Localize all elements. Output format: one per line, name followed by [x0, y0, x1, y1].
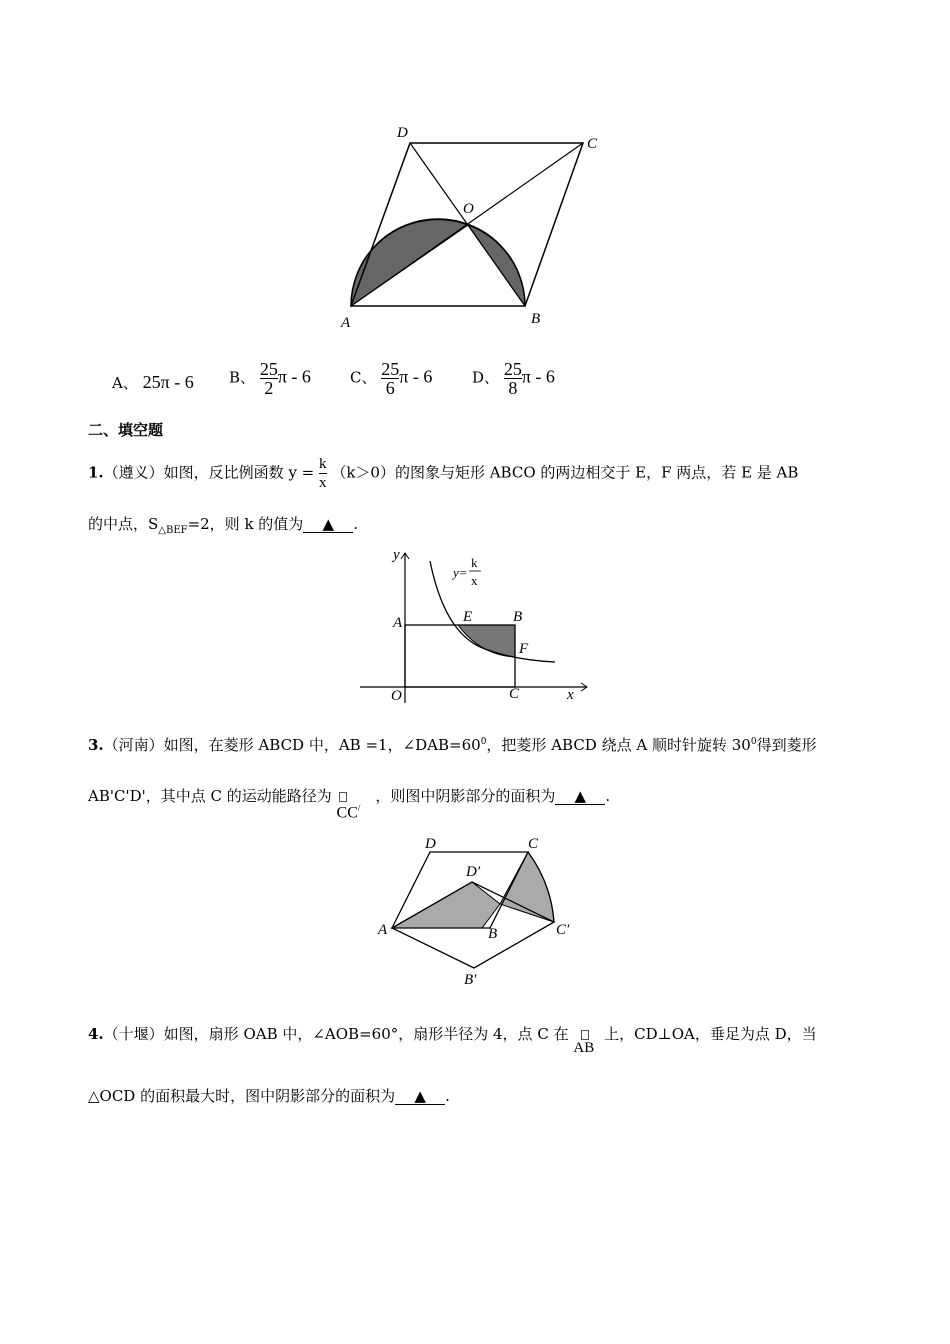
label-c: C: [587, 136, 598, 152]
label-a: A: [341, 315, 351, 331]
question-1-line-1: [88, 455, 798, 492]
fraction: [260, 360, 278, 397]
label-f: F: [519, 641, 529, 657]
label-c: C: [509, 686, 520, 702]
answer-blank: ▲: [303, 516, 353, 533]
function-label: y=: [453, 565, 468, 580]
fraction: [381, 360, 399, 397]
question-3-line-2: [88, 786, 611, 822]
question-text: △OCD 的面积最大时，图中阴影部分的面积为: [88, 1087, 396, 1105]
question-text: （遵义）如图，反比例函数 y =: [103, 463, 315, 482]
option-letter: B、: [229, 368, 256, 387]
label-o: O: [391, 688, 402, 704]
subscript: △BEF: [158, 525, 188, 536]
question-number: 4.: [88, 1025, 104, 1043]
label-c-prime: C′: [556, 922, 570, 938]
option-letter: C、: [350, 368, 377, 387]
options-row: [112, 360, 612, 406]
arc-text: CC: [336, 804, 358, 822]
fraction: [319, 455, 327, 492]
option-d: [472, 360, 555, 397]
figure-rotated-rhombus: [370, 832, 585, 990]
shaded-region: [392, 882, 500, 928]
question-text: .: [445, 1087, 450, 1105]
denominator: x: [319, 475, 327, 491]
fraction: [504, 360, 522, 397]
option-c: [350, 360, 432, 397]
option-a: [112, 372, 194, 393]
question-text: （河南）如图，在菱形 ABCD 中，AB =1，∠DAB=60: [103, 736, 481, 754]
question-text: AB'C'D'，其中点 C 的运动能路径为: [88, 787, 332, 805]
question-text: （十堰）如图，扇形 OAB 中，∠AOB=60°，扇形半径为 4，点 C 在: [103, 1025, 569, 1043]
label-b: B: [488, 926, 498, 942]
arc-label: AB: [573, 1040, 595, 1056]
arc-notation: [573, 1024, 599, 1056]
option-value: π - 6: [277, 366, 311, 387]
option-value: π - 6: [160, 372, 194, 392]
denominator: 2: [260, 378, 278, 397]
numerator: 25: [381, 359, 400, 379]
option-letter: A、: [112, 374, 138, 392]
numerator: k: [319, 456, 327, 472]
label-d: D: [397, 125, 408, 141]
question-text: 的中点，S: [88, 515, 159, 533]
option-b: [229, 360, 311, 397]
denominator: 8: [504, 378, 522, 397]
question-4-line-1: [88, 1024, 817, 1056]
figure-rhombus-semicircle: [335, 115, 620, 340]
denominator: 6: [381, 378, 399, 397]
answer-blank: ▲: [395, 1088, 445, 1105]
numerator: 25: [259, 359, 278, 379]
option-letter: D、: [472, 368, 500, 387]
section-title: 二、填空题: [88, 421, 164, 439]
option-value: 25: [142, 372, 161, 392]
function-denominator: x: [471, 573, 478, 588]
question-text: ，则图中阴影部分的面积为: [375, 787, 556, 805]
label-e: E: [463, 609, 473, 625]
answer-blank: ▲: [555, 788, 605, 805]
question-3-line-1: [88, 732, 817, 755]
label-d-prime: D′: [466, 864, 481, 880]
question-text: .: [605, 787, 611, 805]
question-text: 得到菱形: [756, 736, 817, 754]
label-a: A: [378, 922, 388, 938]
question-text: ，把菱形 ABCD 绕点 A 顺时针旋转 30: [486, 736, 751, 754]
label-b: B: [513, 609, 523, 625]
question-text: .: [353, 515, 359, 533]
arc-label: [337, 798, 361, 823]
label-d: D: [425, 836, 436, 852]
option-value: π - 6: [399, 366, 433, 387]
label-b: B: [531, 311, 541, 327]
question-number: 3.: [88, 736, 104, 754]
shaded-region: [458, 625, 515, 657]
question-text: =2，则 k 的值为: [187, 515, 304, 533]
label-c: C: [528, 836, 539, 852]
label-y: y: [393, 547, 400, 563]
arc-notation: [336, 786, 371, 822]
superscript: 0: [750, 737, 757, 747]
question-1-line-2: [88, 514, 358, 541]
label-o: O: [463, 201, 474, 217]
arc-prime: /: [357, 803, 361, 813]
label-x: x: [567, 687, 574, 703]
option-value: π - 6: [521, 366, 555, 387]
question-text: （k＞0）的图象与矩形 ABCO 的两边相交于 E，F 两点，若 E 是 AB: [331, 463, 799, 482]
question-text: 上，CD⊥OA，垂足为点 D，当: [604, 1025, 817, 1043]
question-4-line-2: [88, 1086, 450, 1106]
question-number: 1.: [88, 463, 104, 482]
superscript: 0: [480, 737, 487, 747]
shaded-region: [500, 852, 554, 922]
figure-hyperbola-rectangle: [355, 545, 595, 707]
label-b-prime: B′: [464, 972, 477, 988]
label-a: A: [393, 615, 403, 631]
function-numerator: k: [471, 555, 478, 570]
numerator: 25: [503, 359, 522, 379]
